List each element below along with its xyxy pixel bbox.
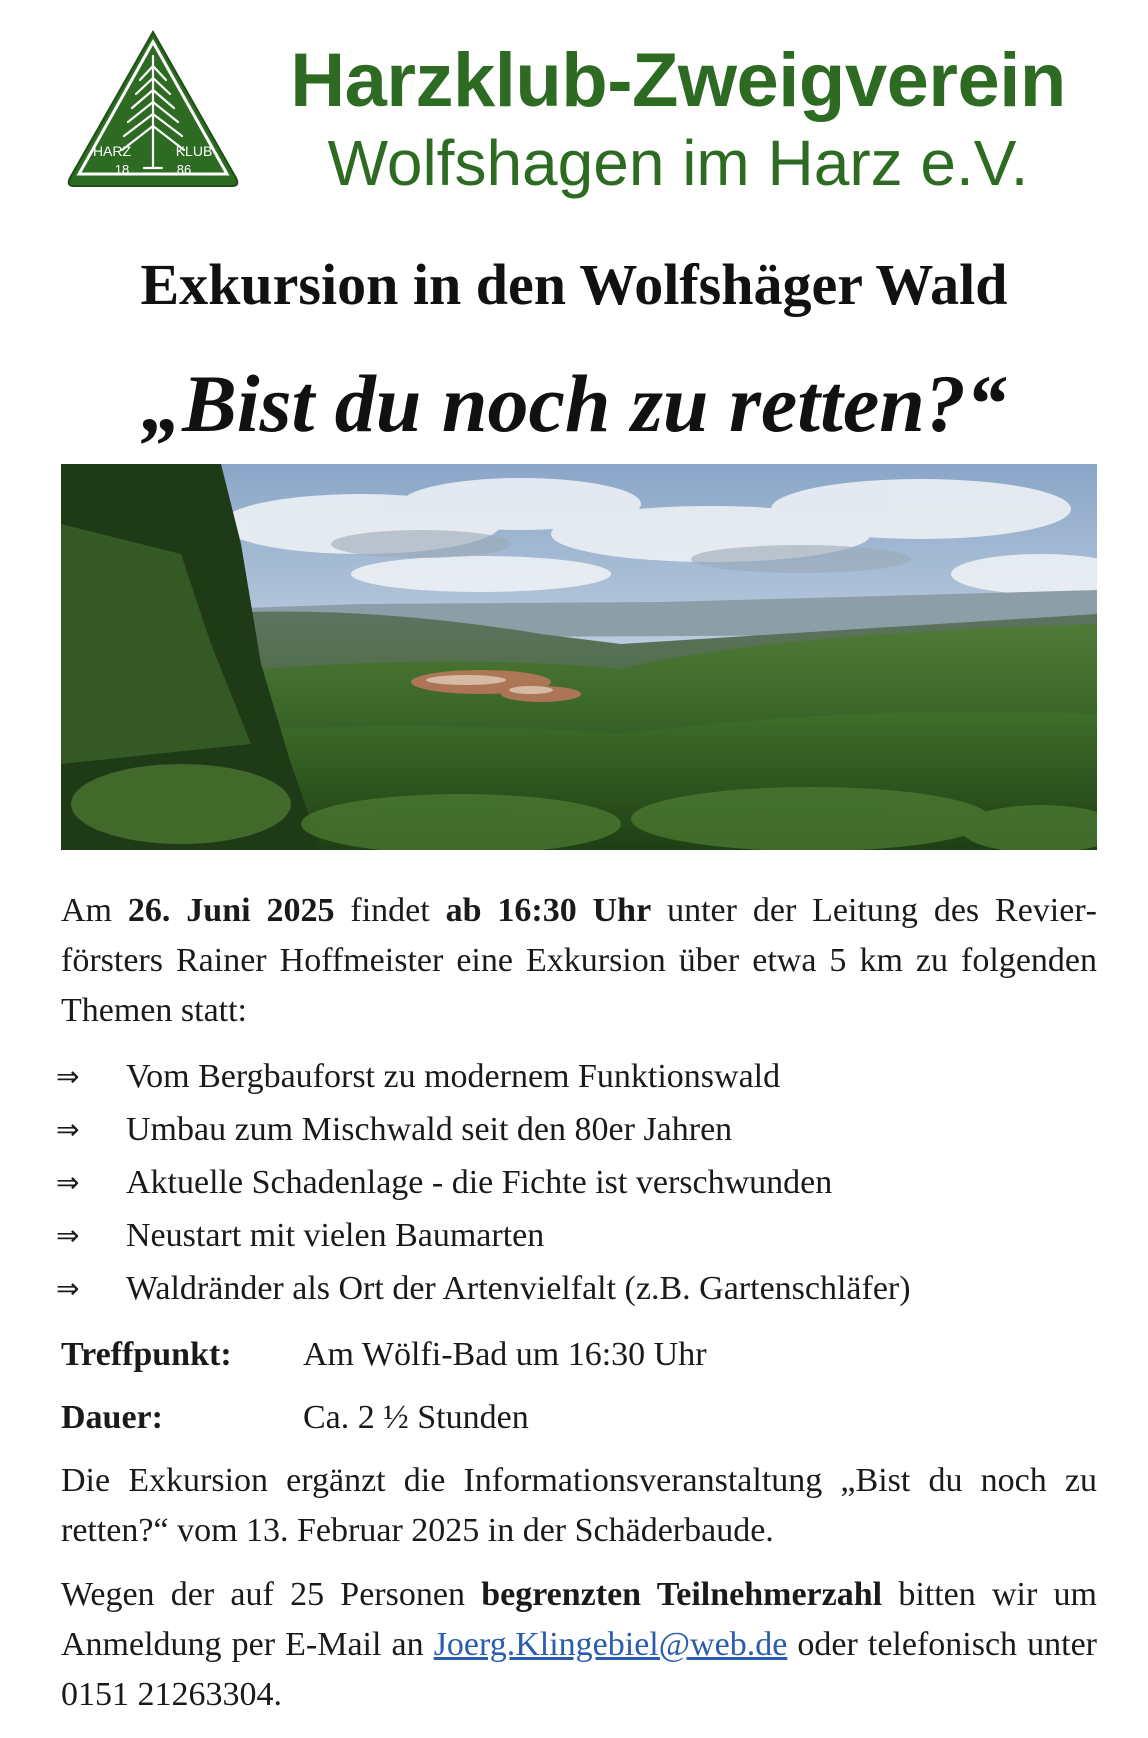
registration-text-2: bitten wir um Anmeldung per E-Mail an (61, 1576, 1097, 1663)
registration-text-1: Wegen der auf 25 Personen (61, 1576, 482, 1613)
duration-label: Dauer: (61, 1399, 163, 1436)
list-item (56, 1105, 1096, 1158)
header (0, 0, 1148, 220)
page-subtitle: „Bist du noch zu retten?“ (141, 358, 1007, 449)
topic-text: Umbau zum Mischwald seit den 80er Jahren (126, 1111, 733, 1148)
harzklub-logo (64, 28, 242, 206)
event-date: 26. Juni 2025 (127, 892, 335, 929)
topic-text: Waldränder als Ort der Artenvielfalt (z.B. Gartenschläfer) (126, 1270, 911, 1307)
arrow-icon: ⇒ (56, 1060, 80, 1093)
list-item (56, 1158, 1096, 1211)
logo-text-left: HARZ (92, 143, 132, 159)
email-link[interactable]: Joerg.Klingebiel@web.de (433, 1626, 788, 1663)
meeting-point-label: Treffpunkt: (61, 1336, 232, 1373)
event-time: ab 16:30 Uhr (445, 892, 652, 929)
logo-text-right: KLUB (175, 143, 213, 159)
topic-text: Aktuelle Schadenlage - die Fichte ist verschwunden (126, 1164, 833, 1201)
intro-paragraph (61, 886, 1097, 1036)
intro-text-2: findet (334, 892, 446, 929)
topic-text: Neustart mit vielen Baumarten (126, 1217, 545, 1254)
intro-text-1: Am (61, 892, 128, 929)
duration-row (61, 1393, 1097, 1443)
list-item (56, 1211, 1096, 1264)
club-location: Wolfshagen im Harz e.V. (327, 127, 1029, 199)
logo-year-right: 86 (176, 162, 192, 177)
arrow-icon: ⇒ (56, 1219, 80, 1252)
limited-participants: begrenzten Teilnehmerzahl (481, 1576, 883, 1613)
forest-landscape-photo (61, 464, 1097, 850)
supplement-paragraph: Die Exkursion ergänzt die Informationsveranstaltung „Bist du noch zu retten?“ vom 13. Februar 2025 in der Schäderbaude. (61, 1462, 1097, 1549)
logo-year-left: 18 (114, 162, 130, 177)
arrow-icon: ⇒ (56, 1272, 80, 1305)
registration-paragraph (61, 1570, 1097, 1720)
meeting-point-row (61, 1330, 1097, 1380)
registration-text-3: oder telefonisch unter 0151 21263304. (61, 1626, 1097, 1713)
page-title: Exkursion in den Wolfshäger Wald (140, 252, 1008, 317)
arrow-icon: ⇒ (56, 1113, 80, 1146)
list-item (56, 1052, 1096, 1105)
arrow-icon: ⇒ (56, 1166, 80, 1199)
club-name: Harzklub-Zweigverein (290, 38, 1066, 123)
duration-value: Ca. 2 ½ Stunden (303, 1399, 529, 1436)
list-item (56, 1264, 1096, 1317)
meeting-point-value: Am Wölfi-Bad um 16:30 Uhr (303, 1336, 707, 1373)
topic-text: Vom Bergbauforst zu modernem Funktionswald (126, 1058, 781, 1095)
topic-list (56, 1052, 1096, 1317)
intro-text-3: unter der Leitung des Revierförsters Rainer Hoffmeister eine Exkursion über etwa 5 km zu folgenden Themen statt: (61, 892, 1097, 1029)
